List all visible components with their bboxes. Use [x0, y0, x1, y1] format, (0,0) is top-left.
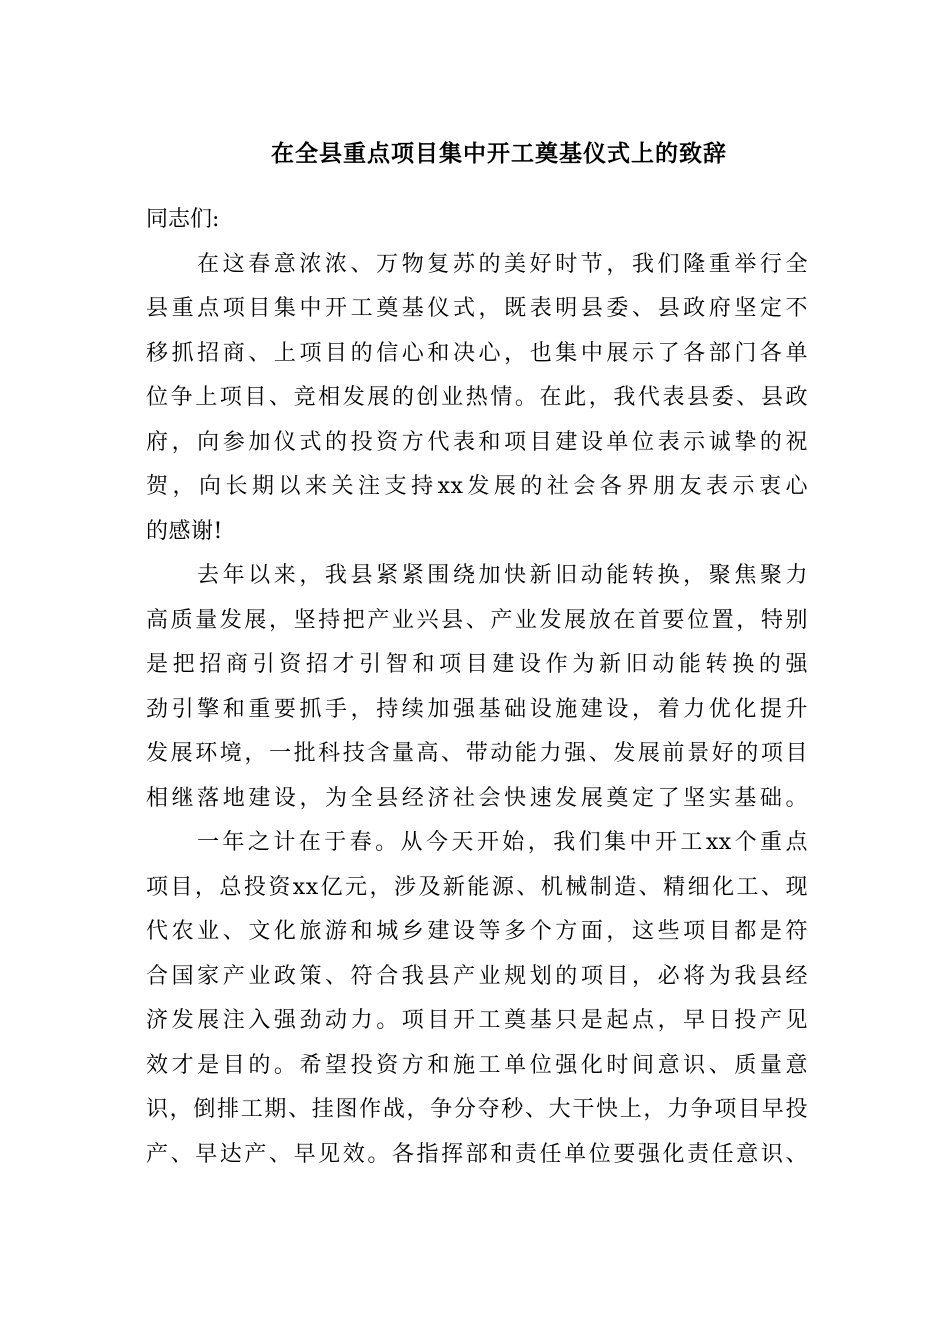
paragraph-line: 的感谢! — [146, 518, 223, 544]
paragraph-line: 相继落地建设，为全县经济社会快速发展奠定了坚实基础。 — [146, 785, 808, 811]
paragraph-line: 一年之计在于春。从今天开始，我们集中开工xx个重点 — [197, 830, 808, 855]
salutation: 同志们: — [146, 207, 220, 232]
paragraph-line: 发展环境，一批科技含量高、带动能力强、发展前景好的项目 — [146, 741, 808, 766]
paragraph-line: 府，向参加仪式的投资方代表和项目建设单位表示诚挚的祝 — [146, 429, 808, 455]
paragraph-line: 产、早达产、早见效。各指挥部和责任单位要强化责任意识、 — [146, 1141, 808, 1167]
paragraph-2 — [146, 554, 808, 821]
paragraph-line: 项目，总投资xx亿元，涉及新能源、机械制造、精细化工、现 — [146, 874, 808, 900]
paragraph-line: 济发展注入强劲动力。项目开工奠基只是起点，早日投产见 — [146, 1008, 808, 1033]
paragraph-1 — [146, 243, 808, 555]
paragraph-line: 高质量发展，坚持把产业兴县、产业发展放在首要位置，特别 — [146, 607, 808, 633]
paragraph-line: 劲引擎和重要抓手，持续加强基础设施建设，着力优化提升 — [146, 696, 808, 722]
document-title: 在全县重点项目集中开工奠基仪式上的致辞 — [271, 140, 727, 167]
paragraph-3 — [146, 821, 808, 1177]
paragraph-line: 合国家产业政策、符合我县产业规划的项目，必将为我县经 — [146, 963, 808, 989]
paragraph-line: 县重点项目集中开工奠基仪式，既表明县委、县政府坚定不 — [146, 296, 808, 321]
paragraph-line: 效才是目的。希望投资方和施工单位强化时间意识、质量意 — [146, 1052, 808, 1078]
paragraph-line: 移抓招商、上项目的信心和决心，也集中展示了各部门各单 — [146, 340, 808, 366]
paragraph-line: 位争上项目、竞相发展的创业热情。在此，我代表县委、县政 — [146, 385, 808, 410]
paragraph-line: 识，倒排工期、挂图作战，争分夺秒、大干快上，力争项目早投 — [146, 1097, 808, 1122]
paragraph-line: 是把招商引资招才引智和项目建设作为新旧动能转换的强 — [146, 652, 808, 677]
paragraph-line: 去年以来，我县紧紧围绕加快新旧动能转换，聚焦聚力 — [197, 563, 808, 588]
paragraph-line: 贺，向长期以来关注支持xx发展的社会各界朋友表示衷心 — [146, 474, 808, 499]
paragraph-line: 代农业、文化旅游和城乡建设等多个方面，这些项目都是符 — [146, 919, 808, 944]
paragraph-line: 在这春意浓浓、万物复苏的美好时节，我们隆重举行全 — [197, 251, 808, 277]
document-body — [146, 198, 808, 1177]
